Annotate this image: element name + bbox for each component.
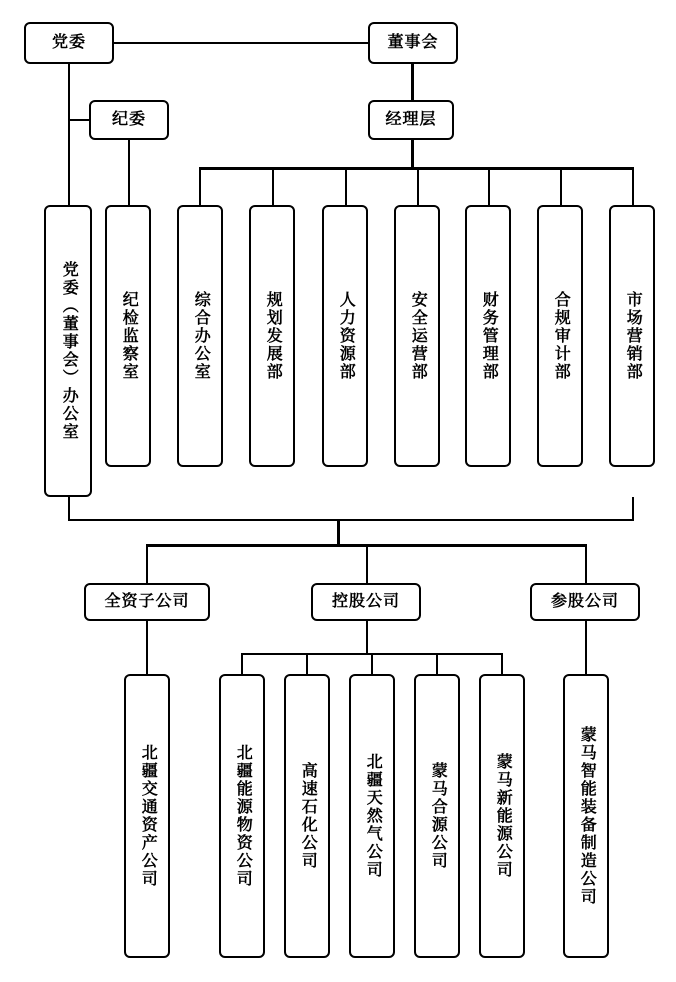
connector-minority-stem [585,621,587,678]
node-label: 综合办公室 [192,291,210,381]
node-label: 经理层 [385,111,437,129]
node-department-4[interactable] [249,205,295,467]
department-bus [199,167,633,170]
connector-group-drop-1 [146,544,148,584]
node-label: 参股公司 [550,593,619,611]
node-discipline-committee[interactable] [89,100,169,140]
node-label: 全资子公司 [104,593,190,611]
node-label: 安全运营部 [409,291,427,381]
node-party-committee[interactable] [24,22,114,64]
node-label: 党委（董事会）办公室 [60,261,78,441]
node-company-holding-3[interactable] [349,674,395,958]
connector-group-drop-3 [585,544,587,584]
node-company-holding-5[interactable] [479,674,525,958]
node-department-7[interactable] [465,205,511,467]
node-company-wholly-1[interactable] [124,674,170,958]
node-label: 市场营销部 [624,291,642,381]
node-label: 北疆能源物资公司 [234,744,252,888]
node-company-minority-1[interactable] [563,674,609,958]
node-company-holding-4[interactable] [414,674,460,958]
node-department-5[interactable] [322,205,368,467]
node-group-wholly-owned[interactable] [84,583,210,621]
node-department-6[interactable] [394,205,440,467]
connector-bottom-rail [68,519,633,521]
node-group-holding[interactable] [311,583,421,621]
node-department-3[interactable] [177,205,223,467]
node-company-holding-2[interactable] [284,674,330,958]
connector-management-stem [411,140,414,168]
node-management[interactable] [368,100,454,140]
node-department-2[interactable] [105,205,151,467]
connector-board-management [411,64,414,100]
connector-discipline-stem [128,140,130,212]
node-label: 控股公司 [331,593,400,611]
node-group-minority[interactable] [530,583,640,621]
node-label: 董事会 [387,34,439,52]
node-label: 蒙马合源公司 [429,762,447,870]
node-label: 北疆天然气公司 [364,753,382,879]
node-department-9[interactable] [609,205,655,467]
node-label: 规划发展部 [264,291,282,381]
connector-party-stem [68,64,70,212]
connector-group-stem [337,519,340,545]
node-label: 纪检监察室 [120,291,138,381]
connector-group-drop-2 [366,544,368,584]
node-label: 蒙马智能装备制造公司 [578,726,596,906]
node-label: 人力资源部 [337,291,355,381]
node-label: 党委 [51,34,86,52]
node-label: 合规审计部 [552,291,570,381]
node-label: 蒙马新能源公司 [494,753,512,879]
connector-wholly-owned-stem [146,621,148,678]
node-label: 纪委 [111,111,146,129]
connector-party-board [114,42,368,44]
node-company-holding-1[interactable] [219,674,265,958]
node-department-8[interactable] [537,205,583,467]
node-department-1[interactable] [44,205,92,497]
connector-right-spine [632,497,634,521]
node-board[interactable] [368,22,458,64]
connector-holding-stem [366,621,368,655]
node-label: 财务管理部 [480,291,498,381]
connector-left-spine [68,497,70,521]
node-label: 高速石化公司 [299,762,317,870]
node-label: 北疆交通资产公司 [139,744,157,888]
connector-party-discipline [68,119,89,121]
